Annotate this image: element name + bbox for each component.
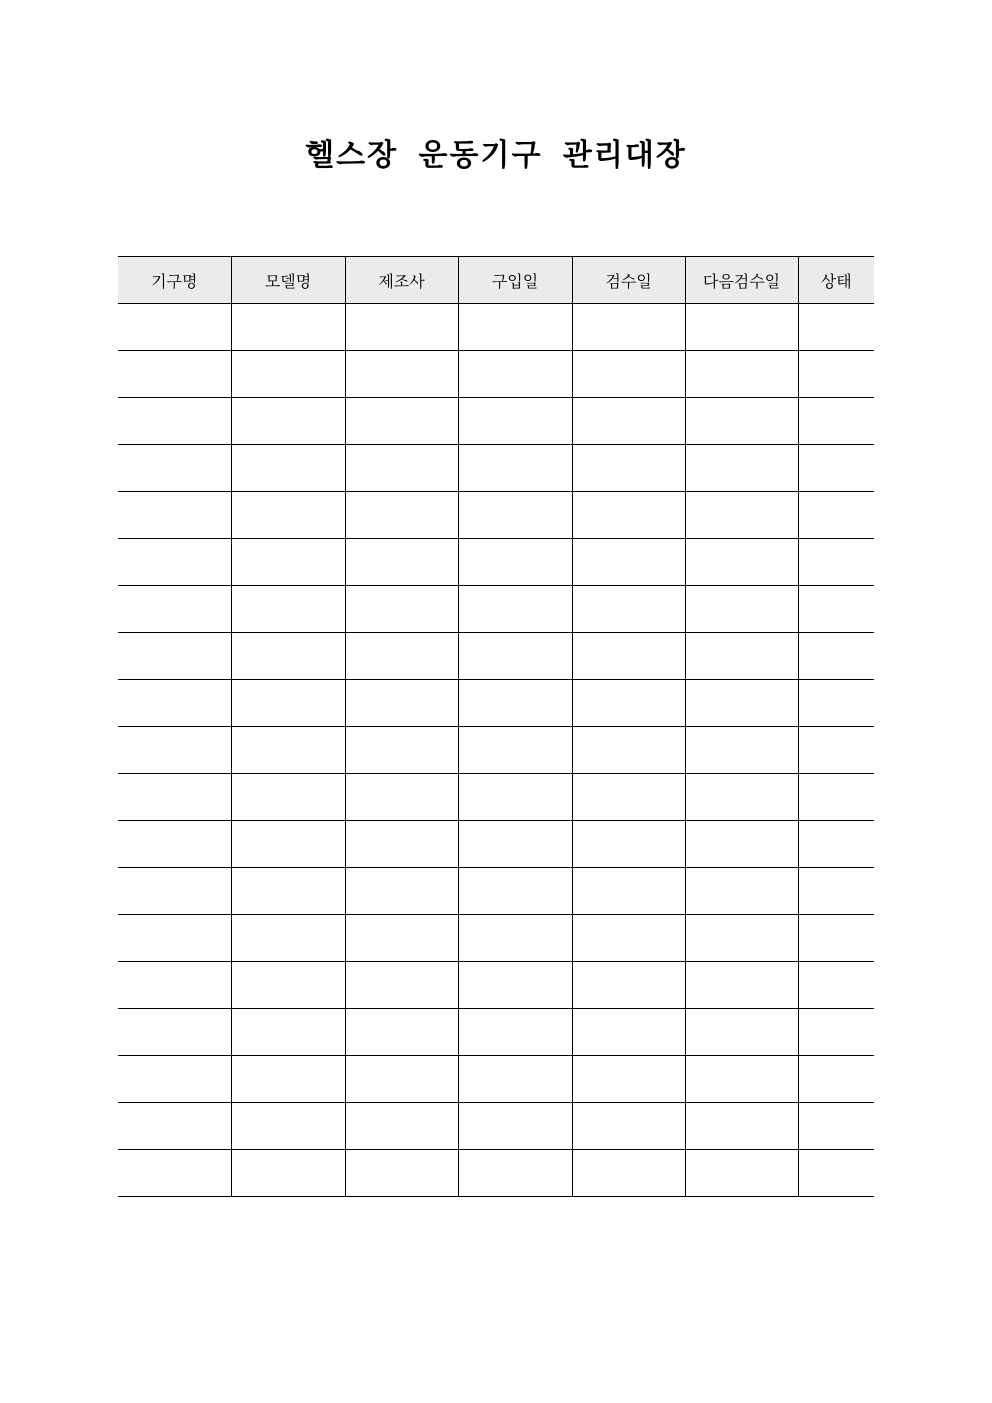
- table-cell: [118, 1103, 231, 1150]
- table-cell: [231, 915, 345, 962]
- table-cell: [458, 868, 572, 915]
- table-cell: [458, 774, 572, 821]
- table-cell: [118, 868, 231, 915]
- table-cell: [685, 1009, 798, 1056]
- table-cell: [685, 821, 798, 868]
- table-cell: [798, 633, 874, 680]
- table-cell: [798, 868, 874, 915]
- table-cell: [798, 962, 874, 1009]
- table-cell: [685, 1056, 798, 1103]
- table-cell: [345, 586, 458, 633]
- table-cell: [572, 351, 685, 398]
- table-row: [118, 1009, 874, 1056]
- table-cell: [345, 1009, 458, 1056]
- header-inspection-date: 검수일: [572, 257, 685, 304]
- table-cell: [345, 1103, 458, 1150]
- table-cell: [231, 586, 345, 633]
- table-cell: [798, 1150, 874, 1197]
- table-cell: [572, 492, 685, 539]
- table-cell: [231, 1056, 345, 1103]
- table-cell: [231, 445, 345, 492]
- table-row: [118, 1150, 874, 1197]
- table-cell: [458, 727, 572, 774]
- table-cell: [685, 304, 798, 351]
- table-cell: [798, 398, 874, 445]
- table-cell: [572, 1150, 685, 1197]
- table-cell: [231, 774, 345, 821]
- table-cell: [118, 1009, 231, 1056]
- table-cell: [458, 304, 572, 351]
- table-cell: [798, 586, 874, 633]
- table-row: [118, 445, 874, 492]
- table-cell: [458, 1009, 572, 1056]
- table-cell: [798, 1009, 874, 1056]
- table-cell: [685, 351, 798, 398]
- table-body: [118, 304, 874, 1197]
- table-cell: [685, 868, 798, 915]
- table-cell: [572, 727, 685, 774]
- table-cell: [798, 821, 874, 868]
- header-row: [118, 257, 874, 304]
- header-manufacturer: 제조사: [345, 257, 458, 304]
- header-next-inspection-date: 다음검수일: [685, 257, 798, 304]
- table-cell: [572, 445, 685, 492]
- table-cell: [572, 680, 685, 727]
- table-cell: [458, 1150, 572, 1197]
- table-cell: [572, 1056, 685, 1103]
- table-cell: [458, 1103, 572, 1150]
- table-cell: [685, 539, 798, 586]
- table-cell: [345, 680, 458, 727]
- table-cell: [231, 1150, 345, 1197]
- table-cell: [345, 492, 458, 539]
- table-cell: [798, 1103, 874, 1150]
- table-cell: [798, 915, 874, 962]
- table-cell: [572, 304, 685, 351]
- table-cell: [572, 398, 685, 445]
- table-cell: [118, 821, 231, 868]
- table-cell: [231, 680, 345, 727]
- table-cell: [458, 398, 572, 445]
- table-cell: [685, 1103, 798, 1150]
- table-cell: [798, 774, 874, 821]
- table-cell: [345, 962, 458, 1009]
- document-title: 헬스장 운동기구 관리대장: [305, 138, 687, 173]
- table-cell: [118, 1056, 231, 1103]
- table-cell: [118, 633, 231, 680]
- table-cell: [345, 351, 458, 398]
- table-cell: [685, 445, 798, 492]
- table-cell: [458, 962, 572, 1009]
- table-cell: [118, 727, 231, 774]
- table-cell: [118, 492, 231, 539]
- table-cell: [798, 492, 874, 539]
- table-row: [118, 539, 874, 586]
- table-row: [118, 868, 874, 915]
- table-cell: [798, 304, 874, 351]
- table-cell: [572, 1103, 685, 1150]
- table-cell: [458, 539, 572, 586]
- table-cell: [231, 304, 345, 351]
- table-cell: [572, 774, 685, 821]
- table-cell: [231, 398, 345, 445]
- table-cell: [118, 304, 231, 351]
- table-cell: [345, 1150, 458, 1197]
- table-row: [118, 915, 874, 962]
- table-row: [118, 680, 874, 727]
- table-cell: [118, 351, 231, 398]
- table-cell: [458, 1056, 572, 1103]
- table-cell: [118, 680, 231, 727]
- table-row: [118, 1056, 874, 1103]
- table-cell: [458, 351, 572, 398]
- table-cell: [231, 1009, 345, 1056]
- table-cell: [231, 868, 345, 915]
- table-row: [118, 586, 874, 633]
- table-cell: [345, 915, 458, 962]
- table-cell: [118, 962, 231, 1009]
- table-cell: [118, 539, 231, 586]
- table-cell: [572, 868, 685, 915]
- table-row: [118, 962, 874, 1009]
- table-cell: [345, 774, 458, 821]
- table-cell: [685, 1150, 798, 1197]
- table-cell: [685, 492, 798, 539]
- table-cell: [458, 586, 572, 633]
- table-cell: [345, 1056, 458, 1103]
- header-model-name: 모델명: [231, 257, 345, 304]
- table-cell: [572, 586, 685, 633]
- table-cell: [685, 774, 798, 821]
- table-cell: [458, 915, 572, 962]
- table-cell: [685, 962, 798, 1009]
- table-row: [118, 633, 874, 680]
- table-cell: [685, 680, 798, 727]
- table-cell: [685, 915, 798, 962]
- table-cell: [458, 821, 572, 868]
- table-cell: [798, 727, 874, 774]
- table-cell: [345, 304, 458, 351]
- table-cell: [798, 539, 874, 586]
- table-row: [118, 304, 874, 351]
- table-cell: [118, 915, 231, 962]
- table-cell: [458, 680, 572, 727]
- header-status: 상태: [798, 257, 874, 304]
- table-cell: [458, 492, 572, 539]
- table-cell: [231, 821, 345, 868]
- equipment-ledger-table: [118, 256, 874, 1197]
- table-row: [118, 351, 874, 398]
- table-cell: [685, 398, 798, 445]
- table-cell: [572, 1009, 685, 1056]
- table-row: [118, 1103, 874, 1150]
- table-row: [118, 821, 874, 868]
- table-cell: [798, 445, 874, 492]
- table-cell: [118, 445, 231, 492]
- table-cell: [572, 962, 685, 1009]
- header-equipment-name: 기구명: [118, 257, 231, 304]
- table-cell: [231, 539, 345, 586]
- table-cell: [345, 445, 458, 492]
- table-cell: [685, 633, 798, 680]
- table-cell: [345, 398, 458, 445]
- table-cell: [118, 586, 231, 633]
- table-cell: [798, 680, 874, 727]
- table-row: [118, 774, 874, 821]
- table-cell: [118, 398, 231, 445]
- table-cell: [798, 351, 874, 398]
- table-row: [118, 398, 874, 445]
- table-cell: [118, 774, 231, 821]
- table-cell: [231, 633, 345, 680]
- table-cell: [798, 1056, 874, 1103]
- table-row: [118, 492, 874, 539]
- table-cell: [572, 633, 685, 680]
- table-cell: [685, 586, 798, 633]
- table-cell: [231, 727, 345, 774]
- table-cell: [572, 821, 685, 868]
- table-cell: [118, 1150, 231, 1197]
- header-purchase-date: 구입일: [458, 257, 572, 304]
- table-cell: [685, 727, 798, 774]
- table-cell: [572, 915, 685, 962]
- table-cell: [345, 633, 458, 680]
- table-cell: [231, 492, 345, 539]
- table-cell: [231, 962, 345, 1009]
- table-cell: [345, 868, 458, 915]
- table-cell: [345, 539, 458, 586]
- table-cell: [458, 445, 572, 492]
- table-cell: [231, 351, 345, 398]
- table-cell: [345, 821, 458, 868]
- table-row: [118, 727, 874, 774]
- table-cell: [345, 727, 458, 774]
- table-cell: [458, 633, 572, 680]
- table-cell: [231, 1103, 345, 1150]
- table-cell: [572, 539, 685, 586]
